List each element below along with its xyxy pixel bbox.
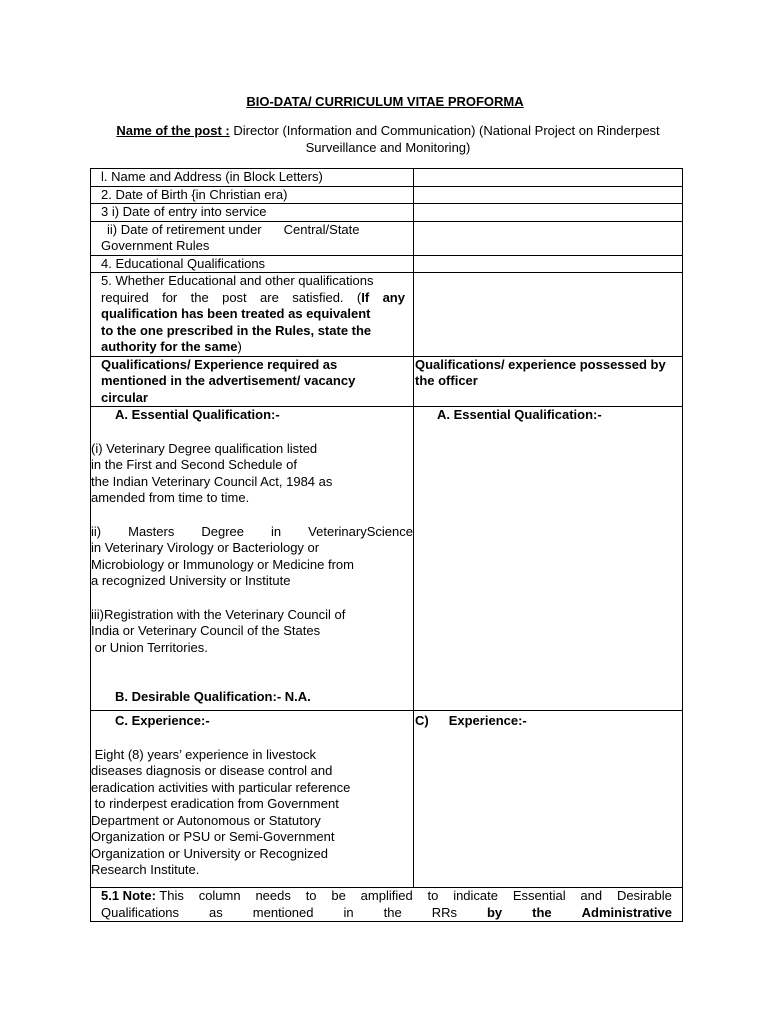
text-line: to rinderpest eradication from Government bbox=[91, 796, 339, 811]
text-line: amended from time to time. bbox=[91, 490, 250, 505]
table-row bbox=[91, 204, 683, 222]
text-line: a recognized University or Institute bbox=[91, 573, 291, 588]
row-value[interactable] bbox=[414, 169, 683, 187]
heading-label: C) bbox=[415, 713, 429, 728]
text-word: the bbox=[532, 904, 552, 920]
essential-item-2 bbox=[91, 524, 413, 590]
row-text: to the one prescribed in the Rules, state the bbox=[101, 322, 372, 338]
experience-heading bbox=[414, 711, 682, 730]
row-label: 3 i) Date of entry into service bbox=[91, 204, 414, 222]
row-text: required for the post are satisfied. ( bbox=[101, 289, 362, 305]
header-text: Qualifications/ Experience required as bbox=[101, 356, 338, 372]
text-line: (i) Veterinary Degree qualification listed bbox=[91, 440, 318, 456]
table-row bbox=[91, 407, 683, 711]
essential-heading: A. Essential Qualification:- bbox=[437, 407, 602, 422]
header-text: the officer bbox=[415, 373, 478, 388]
text-line: India or Veterinary Council of the States bbox=[91, 623, 321, 638]
experience-heading: C. Experience:- bbox=[115, 713, 210, 728]
text-line: in the First and Second Schedule of bbox=[91, 457, 297, 472]
text-word: VeterinaryScience bbox=[308, 523, 413, 539]
text-word: and bbox=[580, 888, 603, 903]
row-text: ii) Date of retirement under bbox=[107, 221, 262, 237]
post-label: Name of the post : bbox=[116, 123, 230, 138]
text-line: the Indian Veterinary Council Act, 1984 as bbox=[91, 473, 333, 489]
text-word: in bbox=[343, 904, 354, 920]
note-line-1 bbox=[91, 888, 682, 905]
text-line: iii)Registration with the Veterinary Council of bbox=[91, 606, 346, 622]
row-value[interactable] bbox=[414, 255, 683, 273]
text-line: Organization or University or Recognized bbox=[91, 845, 328, 861]
text-word: as bbox=[209, 904, 223, 920]
text-word: Essential bbox=[512, 888, 566, 903]
row-value[interactable] bbox=[414, 186, 683, 204]
note-label: 5.1 Note: bbox=[101, 888, 156, 903]
text-word: to bbox=[305, 888, 317, 903]
text-word: indicate bbox=[453, 888, 498, 903]
row-label bbox=[91, 273, 414, 357]
text-word: This bbox=[159, 888, 184, 903]
text-word: Qualifications bbox=[101, 904, 180, 920]
experience-left bbox=[91, 711, 414, 888]
table-row bbox=[91, 255, 683, 273]
text-word: by bbox=[486, 904, 503, 920]
text-line: eradication activities with particular reference bbox=[91, 779, 351, 795]
text-word: Desirable bbox=[616, 888, 672, 903]
header-right bbox=[414, 356, 683, 407]
header-text: Qualifications/ experience possessed by bbox=[415, 356, 666, 372]
note-cell bbox=[91, 888, 683, 922]
row-text: Central/State bbox=[283, 221, 360, 237]
row-value[interactable] bbox=[414, 273, 683, 357]
text-line: diseases diagnosis or disease control and bbox=[91, 763, 333, 778]
desirable-heading: B. Desirable Qualification:- N.A. bbox=[115, 689, 311, 704]
essential-item-1 bbox=[91, 441, 413, 507]
text-word: Degree bbox=[201, 523, 245, 539]
table-row bbox=[91, 888, 683, 922]
text-word: amplified bbox=[360, 888, 413, 903]
biodata-table bbox=[90, 168, 683, 922]
text-word: the bbox=[383, 904, 402, 920]
table-row bbox=[91, 221, 683, 255]
row-value[interactable] bbox=[414, 204, 683, 222]
essential-heading: A. Essential Qualification:- bbox=[115, 407, 280, 422]
table-row bbox=[91, 711, 683, 888]
text-line: Organization or PSU or Semi-Government bbox=[91, 829, 335, 844]
row-label bbox=[91, 221, 414, 255]
text-word: ii) bbox=[91, 523, 102, 539]
text-line: in Veterinary Virology or Bacteriology or bbox=[91, 540, 320, 555]
row-text: If any bbox=[361, 289, 405, 305]
post-name bbox=[92, 122, 684, 156]
row-label: 4. Educational Qualifications bbox=[91, 255, 414, 273]
header-text: mentioned in the advertisement/ vacancy bbox=[101, 373, 356, 388]
row-text: qualification has been treated as equivalent bbox=[101, 306, 371, 321]
table-row bbox=[91, 169, 683, 187]
header-left bbox=[91, 356, 414, 407]
post-value: Director (Information and Communication) (National Project on Rinderpest Surveillance and Monitoring) bbox=[233, 123, 660, 155]
essential-right[interactable] bbox=[414, 407, 683, 711]
row-text: authority for the same bbox=[101, 339, 238, 354]
text-word: Masters bbox=[128, 523, 175, 539]
header-text: circular bbox=[101, 389, 148, 405]
row-text: 5. Whether Educational and other qualifications bbox=[101, 273, 374, 288]
text-line: Microbiology or Immunology or Medicine from bbox=[91, 556, 354, 572]
row-label: 2. Date of Birth {in Christian era) bbox=[91, 186, 414, 204]
text-word: in bbox=[271, 523, 282, 539]
essential-item-3 bbox=[91, 607, 413, 657]
row-label: l. Name and Address (in Block Letters) bbox=[91, 169, 414, 187]
text-word: Administrative bbox=[581, 904, 672, 920]
text-line: or Union Territories. bbox=[91, 639, 208, 655]
heading-text: Experience:- bbox=[448, 713, 527, 728]
row-text: Government Rules bbox=[101, 238, 210, 253]
text-word: RRs bbox=[431, 904, 457, 920]
essential-left bbox=[91, 407, 414, 711]
text-word: column bbox=[198, 888, 241, 903]
row-value[interactable] bbox=[414, 221, 683, 255]
text-line: Eight (8) years’ experience in livestock bbox=[91, 746, 316, 762]
table-row bbox=[91, 186, 683, 204]
row-text: ) bbox=[237, 339, 242, 354]
note-line-2 bbox=[91, 905, 682, 922]
text-word: mentioned bbox=[252, 904, 314, 920]
text-word: to bbox=[427, 888, 439, 903]
text-word: be bbox=[331, 888, 346, 903]
text-line: Research Institute. bbox=[91, 862, 200, 877]
table-row bbox=[91, 273, 683, 357]
page-title: BIO-DATA/ CURRICULUM VITAE PROFORMA bbox=[246, 94, 524, 109]
text-line: Department or Autonomous or Statutory bbox=[91, 812, 321, 828]
text-word: needs bbox=[255, 888, 291, 903]
table-header-row bbox=[91, 356, 683, 407]
experience-right[interactable] bbox=[414, 711, 683, 888]
